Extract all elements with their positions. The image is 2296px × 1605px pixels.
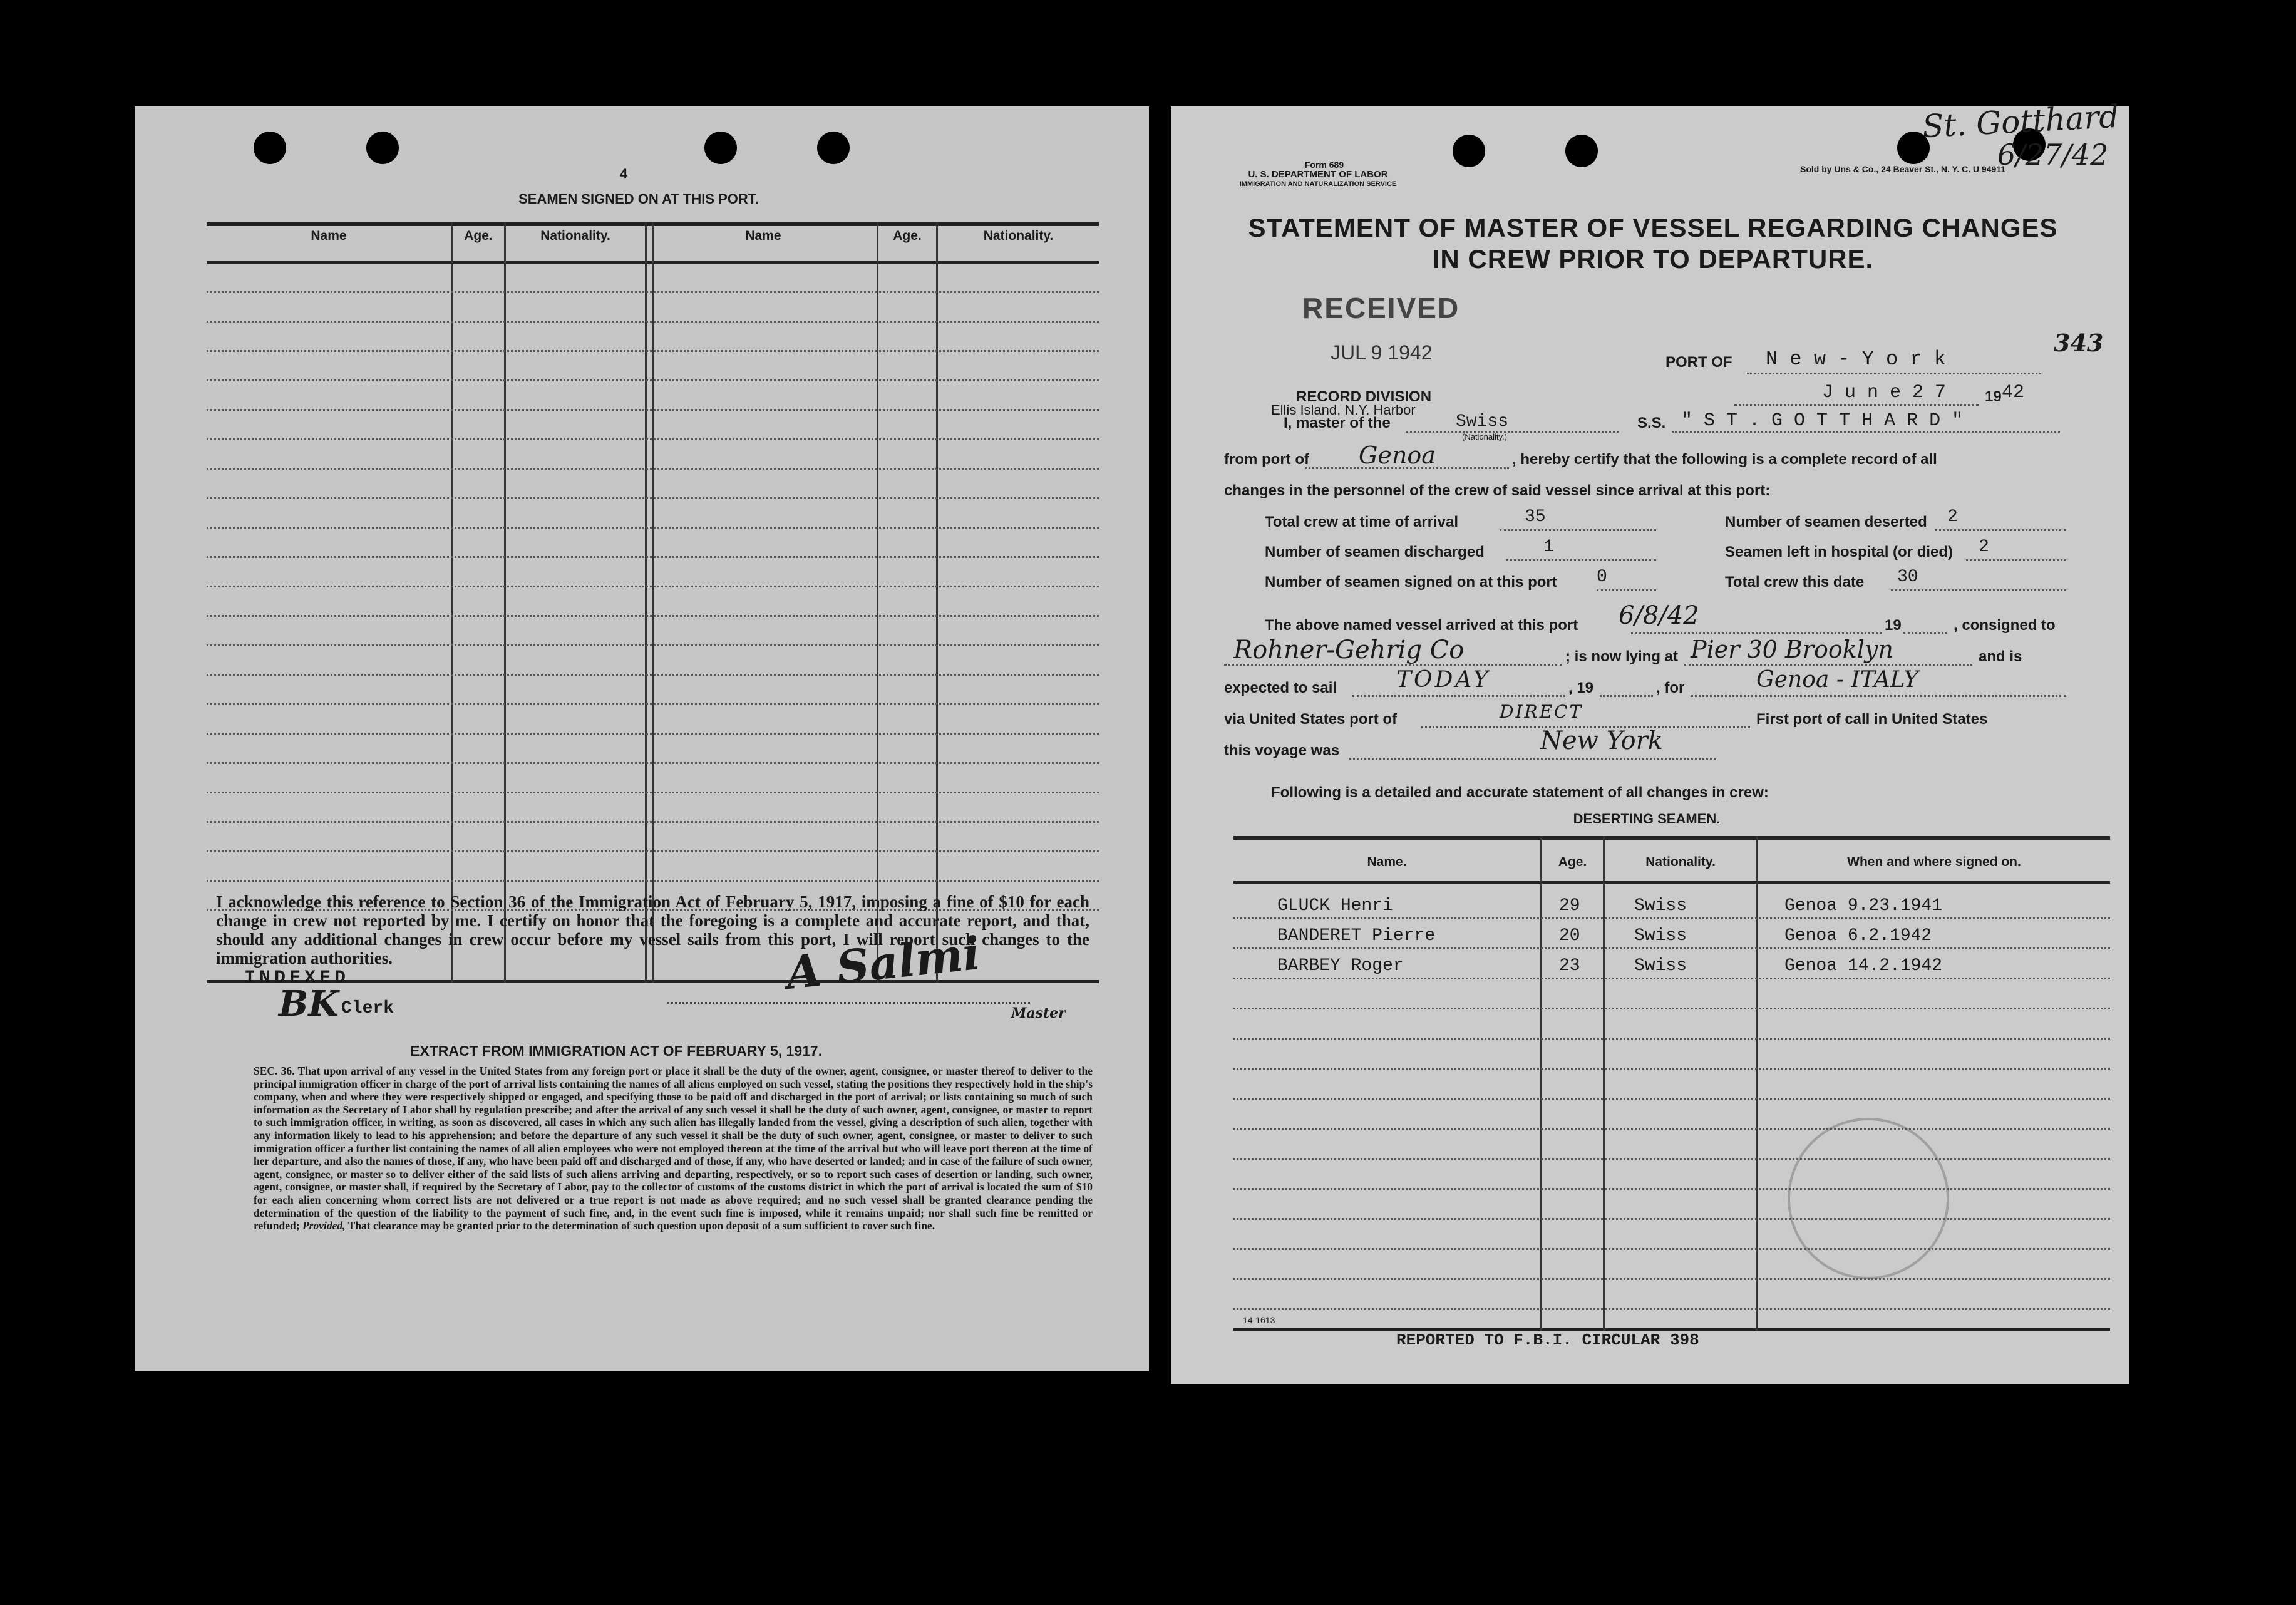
table-row — [207, 880, 1099, 882]
punch-hole — [704, 132, 737, 164]
total-crew-date-label: Total crew this date — [1725, 574, 1865, 591]
table-row — [207, 291, 1099, 293]
discharged-value: 1 — [1543, 537, 1554, 557]
field-underline — [1747, 373, 2041, 374]
table-row — [1233, 1218, 2110, 1220]
cell-name: BANDERET Pierre — [1277, 926, 1436, 946]
punch-hole — [1565, 135, 1598, 167]
service: IMMIGRATION AND NATURALIZATION SERVICE — [1239, 180, 1397, 188]
corner-date: 6/27/42 — [1997, 138, 2109, 172]
table-top-rule — [1233, 836, 2110, 840]
indexed-stamp: INDEXED — [244, 968, 350, 989]
voyage-value: New York — [1540, 726, 1663, 755]
table-row — [207, 703, 1099, 705]
column-divider — [504, 222, 506, 983]
certify-text: , hereby certify that the following is a complete record of all — [1512, 451, 1937, 468]
stamp-number: 343 — [2054, 329, 2104, 357]
table-row — [207, 438, 1099, 440]
form-title-line1: STATEMENT OF MASTER OF VESSEL REGARDING CHANGES — [1248, 213, 2058, 242]
column-header-signed-on: When and where signed on. — [1847, 855, 2021, 869]
table-row — [1233, 947, 2110, 949]
column-header-name: Name — [745, 229, 781, 243]
section-title: SEAMEN SIGNED ON AT THIS PORT. — [518, 191, 759, 207]
consignee-value: Rohner-Gehrig Co — [1233, 636, 1465, 664]
column-header-age: Age. — [893, 229, 922, 243]
table-row — [207, 644, 1099, 646]
table-row — [1233, 1308, 2110, 1310]
expected-year: , 19 — [1568, 679, 1594, 696]
field-underline — [1406, 431, 1619, 433]
table-row — [207, 321, 1099, 323]
table-row — [1233, 1158, 2110, 1160]
table-row — [207, 409, 1099, 411]
consigned-label: , consigned to — [1954, 617, 2056, 634]
field-underline — [1691, 695, 2066, 697]
table-row — [1233, 1128, 2110, 1130]
table-row — [207, 468, 1099, 470]
extract-title: EXTRACT FROM IMMIGRATION ACT OF FEBRUARY 5, 1917. — [410, 1043, 823, 1059]
clerk-label: Clerk — [341, 999, 394, 1018]
for-label: , for — [1656, 679, 1685, 696]
field-underline — [1966, 559, 2066, 561]
total-crew-arrival-value: 35 — [1525, 507, 1546, 527]
field-underline — [1684, 664, 1972, 666]
table-row — [207, 379, 1099, 381]
field-underline — [1506, 559, 1656, 561]
from-port-label: from port of — [1224, 451, 1309, 468]
punch-hole — [366, 132, 399, 164]
lying-label: ; is now lying at — [1565, 648, 1679, 665]
field-underline — [1903, 632, 1947, 634]
arrived-label: The above named vessel arrived at this port — [1265, 617, 1578, 634]
hospital-value: 2 — [1979, 537, 1989, 557]
ss-label: S.S. — [1637, 415, 1666, 431]
clerk-initials: BK — [279, 983, 339, 1024]
cell-signed: Genoa 14.2.1942 — [1784, 956, 1943, 976]
field-underline — [1891, 589, 2066, 591]
cell-age: 20 — [1559, 926, 1580, 946]
corner-note: St. Gotthard — [1921, 98, 2120, 145]
master-label: Master — [1011, 1005, 1066, 1021]
field-underline — [1935, 529, 2066, 531]
field-underline — [1352, 695, 1565, 697]
cell-age: 29 — [1559, 896, 1580, 916]
date-year-prefix: 19 — [1985, 388, 2002, 405]
field-underline — [1349, 758, 1716, 760]
table-header-rule — [1233, 881, 2110, 884]
acknowledgement-text: I acknowledge this reference to Section 36 of the Immigration Act of February 5, 1917, imposing a fine of $10 for each change in crew not reported by me. I certify on honor that the foregoing is a complete and accurate report, and that, should any additional changes in crew occur before my vessel sails from this port, I will report such changes to the immigration authorities. — [216, 892, 1089, 968]
signature-line — [667, 1002, 1030, 1004]
page-number: 4 — [620, 166, 628, 182]
voyage-label: this voyage was — [1224, 742, 1340, 759]
stamp-date: JUL 9 1942 — [1331, 341, 1433, 364]
deserting-seamen-table — [1233, 836, 2110, 1331]
field-underline — [1734, 404, 1979, 406]
changes-text: changes in the personnel of the crew of said vessel since arrival at this port: — [1224, 482, 1771, 499]
column-header-name: Name. — [1367, 855, 1407, 869]
date-value: J u n e 2 7 — [1822, 382, 1947, 403]
stamp-location: Ellis Island, N.Y. Harbor — [1271, 402, 1416, 418]
for-value: Genoa - ITALY — [1756, 667, 1919, 693]
right-page — [1171, 98, 2129, 1384]
date-year-value: 42 — [2002, 382, 2025, 403]
seller-imprint: Sold by Uns & Co., 24 Beaver St., N. Y. C. U 94911 — [1800, 164, 2006, 174]
discharged-label: Number of seamen discharged — [1265, 544, 1485, 560]
cell-age: 23 — [1559, 956, 1580, 976]
table-row — [1233, 1098, 2110, 1100]
hospital-label: Seamen left in hospital (or died) — [1725, 544, 1954, 560]
column-divider — [1540, 836, 1542, 1331]
table-row — [207, 850, 1099, 852]
punch-hole — [817, 132, 850, 164]
table-row — [207, 556, 1099, 558]
port-of-label: PORT OF — [1665, 354, 1732, 371]
master-of-label: I, master of the — [1284, 415, 1391, 431]
column-header-age: Age. — [464, 229, 493, 243]
lying-value: Pier 30 Brooklyn — [1691, 636, 1893, 663]
print-code: 14-1613 — [1243, 1315, 1275, 1325]
signed-on-label: Number of seamen signed on at this port — [1265, 574, 1557, 591]
field-underline — [1597, 589, 1656, 591]
extract-tail: That clearance may be granted prior to the determination of such question upon deposit of a sum sufficient to cover such fine. — [347, 1219, 935, 1232]
cell-name: GLUCK Henri — [1277, 896, 1393, 916]
extract-provided: Provided, — [302, 1219, 346, 1232]
arrived-value: 6/8/42 — [1619, 601, 1699, 630]
following-text: Following is a detailed and accurate statement of all changes in crew: — [1271, 784, 1769, 801]
table-row — [207, 586, 1099, 587]
table-row — [1233, 1278, 2110, 1280]
cell-nationality: Swiss — [1634, 926, 1687, 946]
deserted-label: Number of seamen deserted — [1725, 513, 1927, 530]
table-row — [207, 615, 1099, 617]
from-port-value: Genoa — [1359, 441, 1436, 469]
total-crew-date-value: 30 — [1897, 567, 1918, 587]
table-row — [1233, 1038, 2110, 1040]
nationality-caption: (Nationality.) — [1462, 432, 1508, 441]
field-underline — [1600, 695, 1653, 697]
table-row — [207, 792, 1099, 793]
cell-nationality: Swiss — [1634, 956, 1687, 976]
field-underline — [1631, 632, 1882, 634]
table-row — [207, 821, 1099, 823]
expected-value: TODAY — [1396, 667, 1491, 693]
table-row — [207, 674, 1099, 676]
form-number: Form 689 — [1304, 160, 1344, 170]
column-divider — [451, 222, 453, 983]
column-header-nationality: Nationality. — [1645, 855, 1716, 869]
cell-nationality: Swiss — [1634, 896, 1687, 916]
table-row — [207, 762, 1099, 764]
left-page — [135, 106, 1149, 1371]
and-is-text: and is — [1979, 648, 2022, 665]
stamp-division: RECORD DIVISION — [1296, 388, 1432, 405]
nationality-value: Swiss — [1456, 412, 1509, 431]
faint-seal-stamp — [1788, 1118, 1949, 1279]
total-crew-arrival-label: Total crew at time of arrival — [1265, 513, 1458, 530]
column-divider — [877, 222, 878, 983]
via-value: DIRECT — [1500, 701, 1583, 722]
table-row — [207, 733, 1099, 735]
column-divider — [1603, 836, 1605, 1331]
ship-name: " S T . G O T T H A R D " — [1681, 410, 1964, 431]
via-label: via United States port of — [1224, 711, 1398, 728]
column-header-nationality: Nationality. — [983, 229, 1054, 243]
cell-signed: Genoa 6.2.1942 — [1784, 926, 1932, 946]
table-row — [207, 497, 1099, 499]
column-divider — [936, 222, 938, 983]
deserting-title: DESERTING SEAMEN. — [1573, 811, 1721, 827]
deserted-value: 2 — [1947, 507, 1958, 527]
table-row — [1233, 978, 2110, 979]
punch-hole — [254, 132, 286, 164]
form-title-line2: IN CREW PRIOR TO DEPARTURE. — [1432, 244, 1874, 274]
table-row — [1233, 1188, 2110, 1190]
cell-signed: Genoa 9.23.1941 — [1784, 896, 1943, 916]
table-row — [207, 527, 1099, 529]
department: U. S. DEPARTMENT OF LABOR — [1248, 169, 1388, 180]
field-underline — [1500, 529, 1656, 531]
signed-on-value: 0 — [1597, 567, 1607, 587]
expected-label: expected to sail — [1224, 679, 1337, 696]
column-divider — [1756, 836, 1758, 1331]
table-row — [1233, 1068, 2110, 1070]
table-row — [207, 350, 1099, 352]
column-divider — [645, 222, 654, 983]
punch-hole — [1453, 135, 1485, 167]
first-port-label: First port of call in United States — [1756, 711, 1988, 728]
table-row — [1233, 1248, 2110, 1250]
table-row — [1233, 917, 2110, 919]
stamp-received: RECEIVED — [1302, 292, 1460, 324]
cell-name: BARBEY Roger — [1277, 956, 1404, 976]
extract-text — [254, 1065, 1093, 1232]
port-of-value: N e w - Y o r k — [1766, 348, 1947, 371]
extract-body: SEC. 36. That upon arrival of any vessel in the United States from any foreign port or place it shall be the duty of the owner, agent, consignee, or master thereof to deliver to the principal immigration officer in charge of the port of arrival lists containing the names of all aliens employed on such vessel, stating the positions they respectively hold in the ship's company, when and where they were respectively shipped or engaged, and specifying those to be paid off and discharged in the port of arrival; or lists containing so much of such information as the Secretary of Labor shall by regulation prescribe; and after the arrival of any such vessel it shall be the duty of such owner, agent, consignee, or master to report to such immigration officer, in writing, as soon as discovered, all cases in which any such alien has illegally landed from the vessel, giving a description of such alien, together with any information likely to lead to his apprehension; and before the departure of any such vessel it shall be the duty of such owner, agent, consignee, or master to deliver to such immigration officer a further list containing the names of all alien employees who were not employed thereon at the time of the arrival but who will leave port thereon at the time of her departure, and also the names of those, if any, who have been paid off and discharged and of those, if any, who have deserted or landed; and in case of the failure of such owner, agent, consignee, or master so to deliver either of the said lists of such aliens arriving and departing, respectively, or so to report such cases of desertion or landing, such owner, agent, consignee, or master shall, if required by the Secretary of Labor, pay to the collector of customs of the customs district in which the port of arrival is located the sum of $10 for each alien concerning whom correct lists are not delivered or a true report is not made as above required; and no such vessel shall be granted clearance pending the determination of the question of the liability to the payment of such fine, and, in the event such fine is imposed, while it remains unpaid; nor shall such fine be remitted or refunded; — [254, 1065, 1093, 1232]
column-header-nationality: Nationality. — [540, 229, 610, 243]
master-signature: A Salmi — [783, 926, 983, 999]
column-header-age: Age. — [1558, 855, 1587, 869]
table-row — [1233, 1008, 2110, 1009]
arrived-year: 19 — [1885, 617, 1902, 634]
seamen-signed-on-table — [207, 222, 1099, 983]
footer-stamp: REPORTED TO F.B.I. CIRCULAR 398 — [1396, 1331, 1699, 1350]
column-header-name: Name — [311, 229, 347, 243]
